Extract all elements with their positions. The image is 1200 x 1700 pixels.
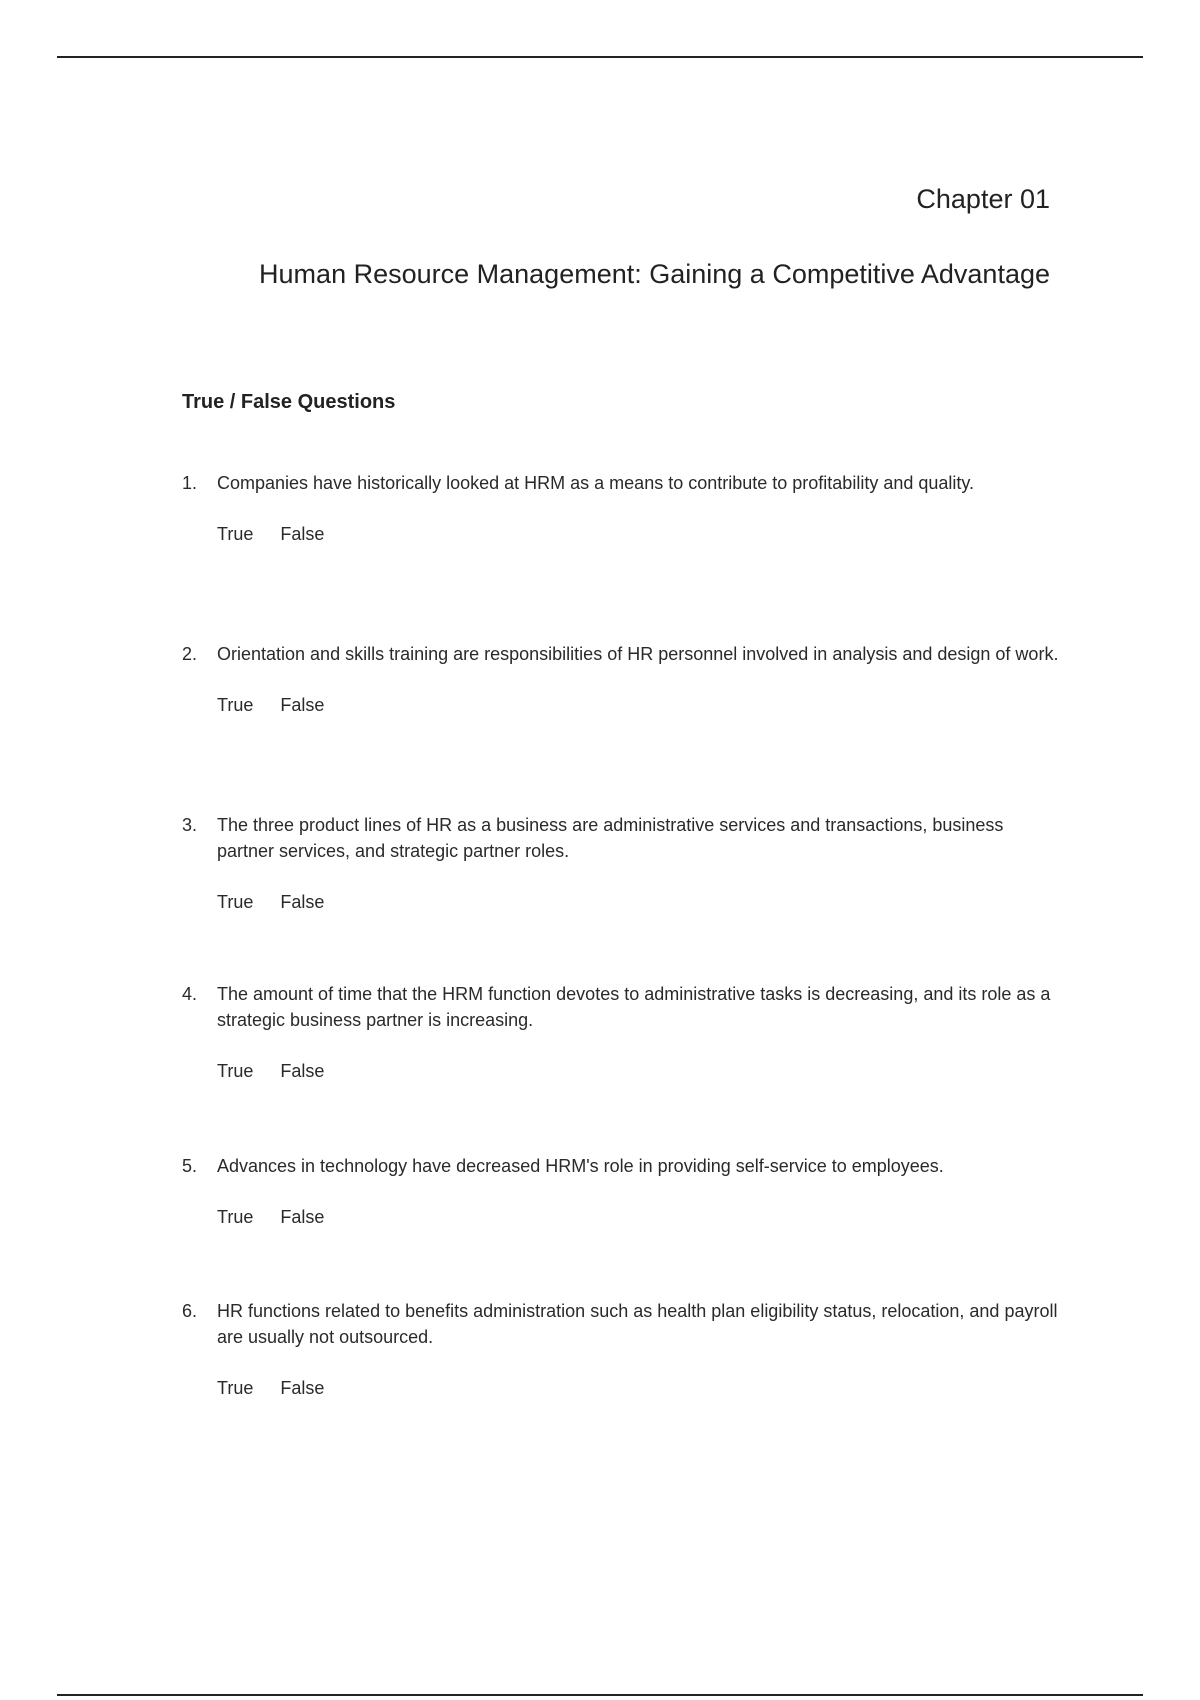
- question-text: The three product lines of HR as a business are administrative services and transactions, business partner services, and strategic partner roles.: [217, 815, 1004, 861]
- question-number: 4.: [182, 984, 198, 1004]
- bottom-rule: [57, 1694, 1143, 1696]
- option-false[interactable]: False: [280, 1061, 325, 1081]
- question-text: The amount of time that the HRM function devotes to administrative tasks is decreasing, and its role as a strategic business partner is increasing.: [217, 984, 1051, 1030]
- option-false[interactable]: False: [280, 524, 325, 544]
- option-false[interactable]: False: [280, 1207, 325, 1227]
- question-number: 5.: [182, 1156, 198, 1176]
- question-3: [182, 812, 1062, 914]
- answer-options: [217, 693, 1062, 717]
- question-4: [182, 981, 1062, 1083]
- question-number: 3.: [182, 815, 198, 835]
- question-6: [182, 1298, 1062, 1400]
- option-false[interactable]: False: [280, 695, 325, 715]
- option-false[interactable]: False: [280, 1378, 325, 1398]
- option-true[interactable]: True: [217, 1207, 254, 1227]
- page-title: Human Resource Management: Gaining a Competitive Advantage: [259, 259, 1050, 289]
- answer-options: [217, 1376, 1062, 1400]
- chapter-label: Chapter 01: [916, 184, 1050, 214]
- question-5: [182, 1153, 1062, 1229]
- option-true[interactable]: True: [217, 1378, 254, 1398]
- question-text: Advances in technology have decreased HRM's role in providing self-service to employees.: [217, 1156, 944, 1176]
- top-rule: [57, 56, 1143, 58]
- option-true[interactable]: True: [217, 1061, 254, 1081]
- question-number: 2.: [182, 644, 198, 664]
- option-true[interactable]: True: [217, 695, 254, 715]
- section-heading: True / False Questions: [182, 391, 396, 413]
- question-2: [182, 641, 1062, 717]
- option-false[interactable]: False: [280, 892, 325, 912]
- question-number: 6.: [182, 1301, 198, 1321]
- option-true[interactable]: True: [217, 524, 254, 544]
- answer-options: [217, 1059, 1062, 1083]
- question-text: Companies have historically looked at HRM as a means to contribute to profitability and quality.: [217, 473, 975, 493]
- option-true[interactable]: True: [217, 892, 254, 912]
- answer-options: [217, 890, 1062, 914]
- question-text: HR functions related to benefits administration such as health plan eligibility status, relocation, and payroll are usually not outsourced.: [217, 1301, 1058, 1347]
- answer-options: [217, 522, 1062, 546]
- answer-options: [217, 1205, 1062, 1229]
- question-1: [182, 470, 1062, 546]
- question-number: 1.: [182, 473, 198, 493]
- question-text: Orientation and skills training are responsibilities of HR personnel involved in analysis and design of work.: [217, 644, 1059, 664]
